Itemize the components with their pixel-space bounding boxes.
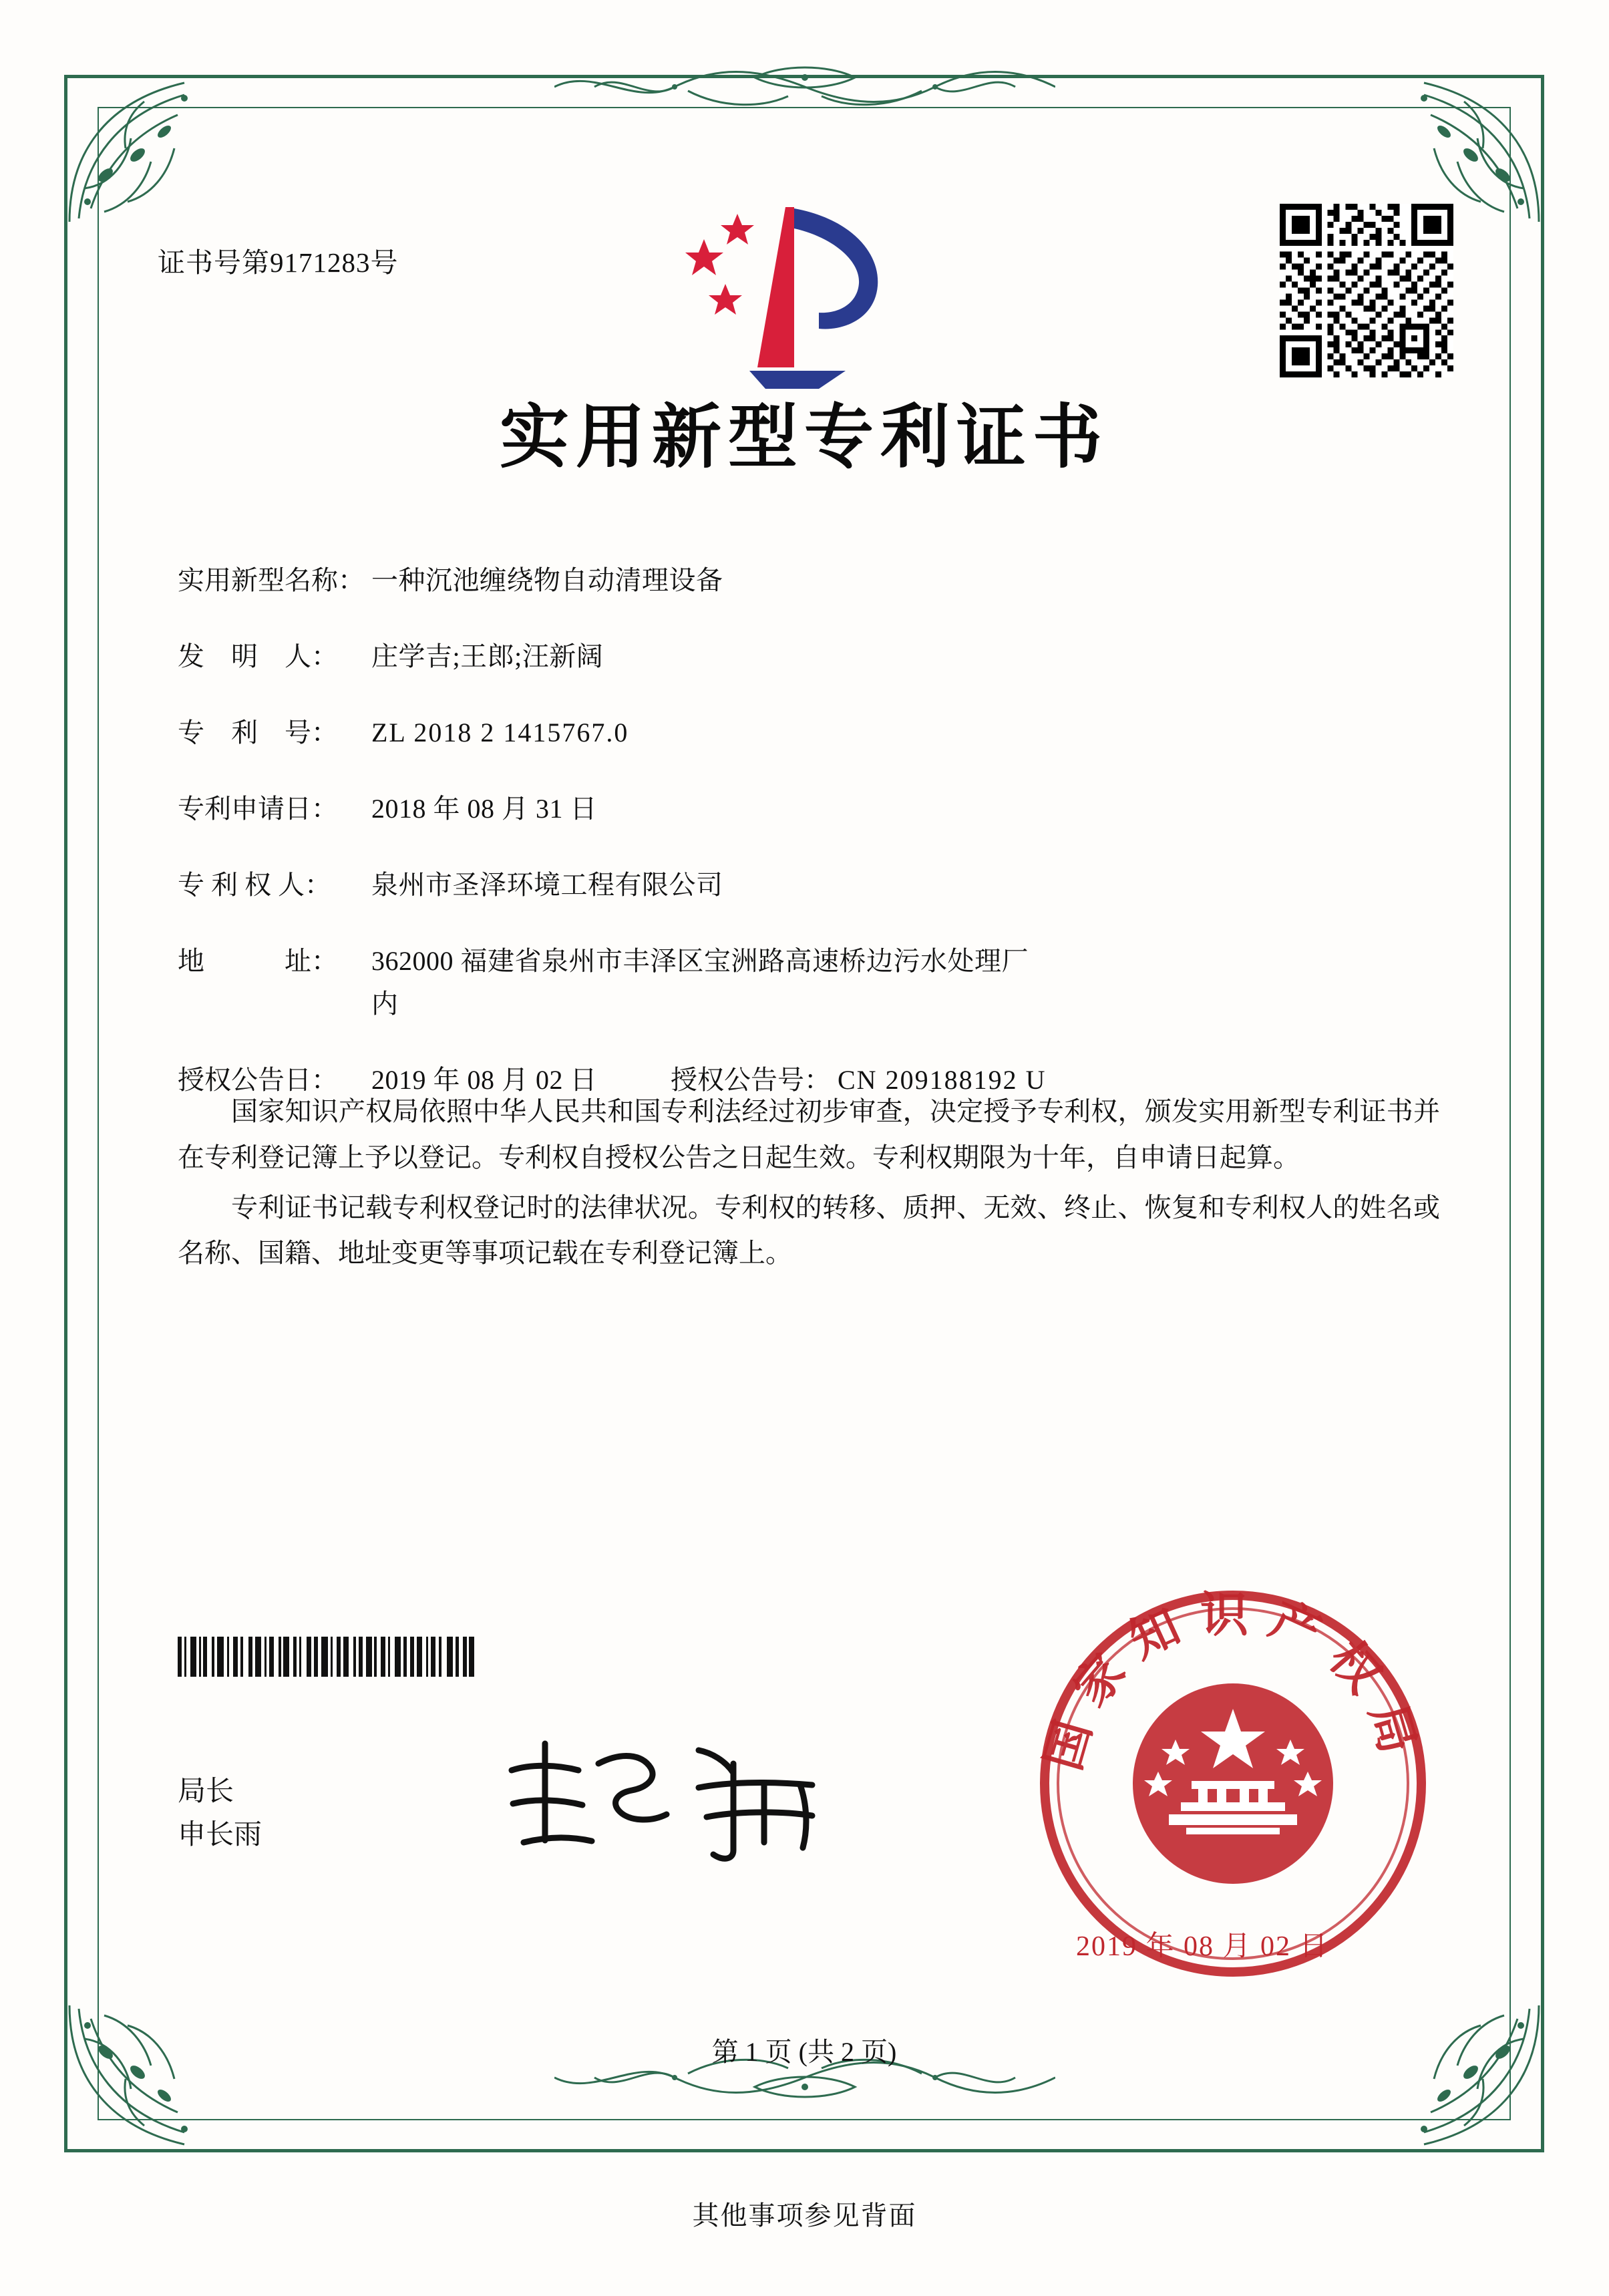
page-title: 实用新型专利证书 [499, 395, 1109, 478]
publication-number-value: CN 209188192 U [838, 1065, 1047, 1095]
qr-code [1280, 204, 1453, 377]
field-label: 专利申请日： [178, 794, 338, 824]
svg-text:国家知识产权局: 国家知识产权局 [1034, 1586, 1432, 1776]
publication-date-label: 授权公告日： [178, 1065, 338, 1095]
commissioner-name: 申长雨 [178, 1820, 262, 1851]
field-patentee [178, 866, 1447, 905]
field-label: 专 利 号： [178, 717, 338, 748]
certificate-content [98, 107, 1511, 2120]
field-value-line2: 内 [371, 989, 398, 1019]
barcode [178, 1637, 598, 1677]
field-value: 一种沉池缠绕物自动清理设备 [371, 565, 723, 595]
footer-note: 其他事项参见背面 [692, 2200, 917, 2231]
page-number: 第 1 页 (共 2 页) [711, 2037, 897, 2067]
field-value: 泉州市圣泽环境工程有限公司 [371, 870, 723, 900]
field-invention-name [178, 561, 1447, 600]
publication-number-label: 授权公告号： [671, 1065, 831, 1095]
field-address [178, 942, 1447, 1023]
publication-date-value: 2019 年 08 月 02 日 [371, 1065, 597, 1095]
field-patent-number [178, 713, 1447, 752]
field-value: 362000 福建省泉州市丰泽区宝洲路高速桥边污水处理厂 [371, 946, 1029, 976]
seal-date: 2019 年 08 月 02 日 [1076, 1931, 1329, 1962]
field-application-date [178, 790, 1447, 828]
handwritten-signature [498, 1724, 846, 1870]
field-label: 实用新型名称： [178, 565, 365, 595]
field-value: 庄学吉;王郎;汪新阔 [371, 641, 604, 671]
certificate-number: 证书号第9171283号 [158, 247, 399, 278]
field-label: 地 址： [178, 946, 338, 976]
signature-block [178, 1770, 262, 1857]
field-label: 专 利 权 人： [178, 870, 331, 900]
field-list [178, 561, 1447, 1137]
field-value: 2018 年 08 月 31 日 [371, 794, 597, 824]
field-value: ZL 2018 2 1415767.0 [371, 717, 629, 748]
cnipa-logo-icon [685, 200, 906, 394]
field-label: 发 明 人： [178, 641, 338, 671]
field-inventors [178, 637, 1447, 676]
legal-paragraph-1: 国家知识产权局依照中华人民共和国专利法经过初步审查，决定授予专利权，颁发实用新型专利证书并在专利登记簿上予以登记。专利权自授权公告之日起生效。专利权期限为十年，自申请日起算。 [178, 1096, 1440, 1172]
commissioner-role: 局长 [178, 1776, 234, 1807]
legal-text [178, 1089, 1440, 1281]
legal-paragraph-2: 专利证书记载专利权登记时的法律状况。专利权的转移、质押、无效、终止、恢复和专利权人的姓名或名称、国籍、地址变更等事项记载在专利登记簿上。 [178, 1192, 1440, 1269]
